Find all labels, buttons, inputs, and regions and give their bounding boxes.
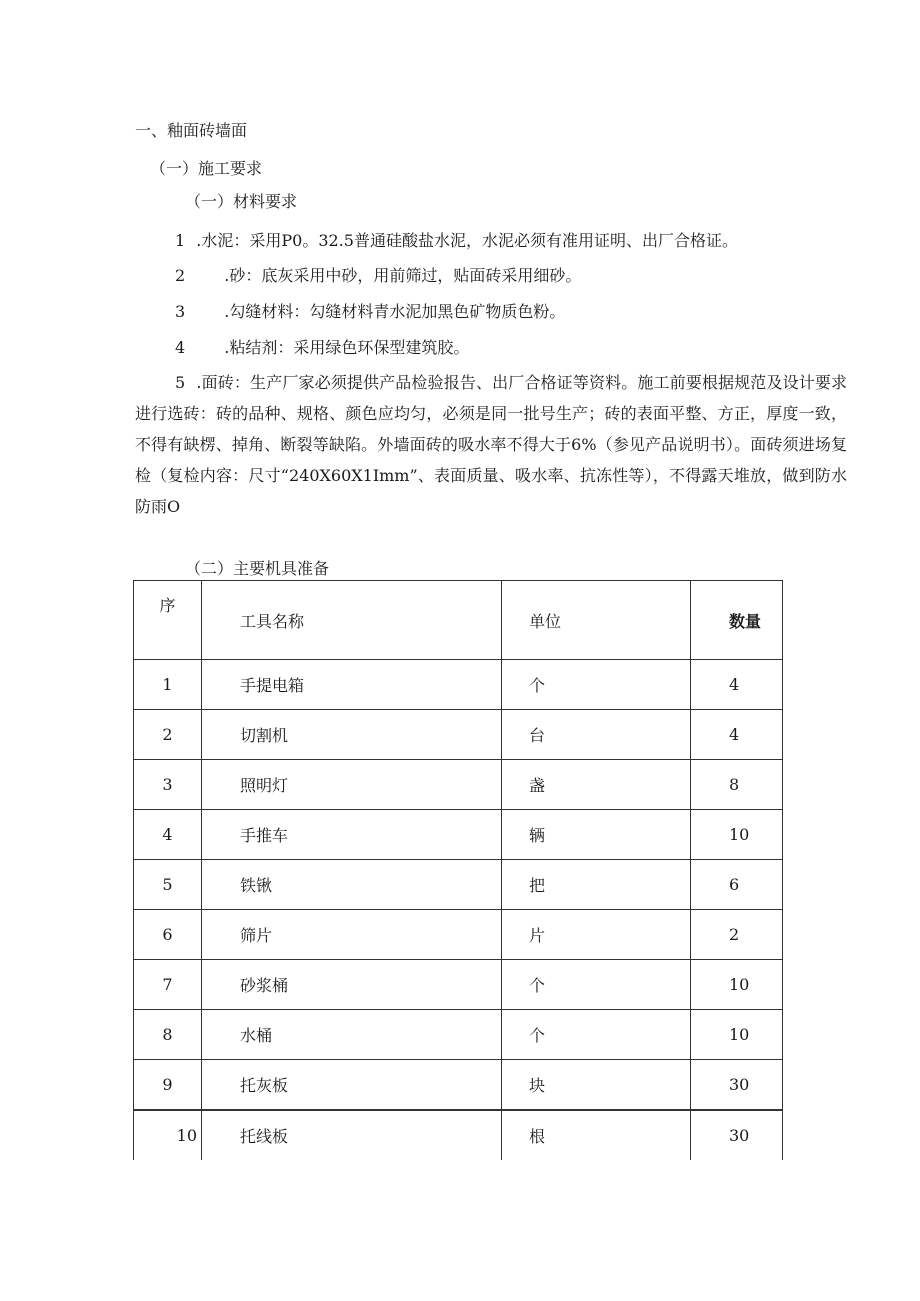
cell-qty: 6 xyxy=(691,860,783,910)
cell-name: 托线板 xyxy=(202,1110,502,1160)
table-row xyxy=(134,1110,783,1160)
material-item-number: 1 xyxy=(175,231,186,250)
material-item-number: 3 xyxy=(175,302,186,321)
tools-table xyxy=(133,580,783,1160)
cell-name: 手推车 xyxy=(202,810,502,860)
cell-qty: 10 xyxy=(691,960,783,1010)
section-heading: 一、釉面砖墙面 xyxy=(135,121,248,140)
header-num: 序 xyxy=(134,581,202,660)
material-item-3 xyxy=(175,302,565,322)
cell-num: 5 xyxy=(134,860,202,910)
cell-name: 切割机 xyxy=(202,710,502,760)
table-row xyxy=(134,760,783,810)
cell-qty: 4 xyxy=(691,710,783,760)
cell-num: 7 xyxy=(134,960,202,1010)
material-item-text: .勾缝材料：勾缝材料青水泥加黑色矿物质色粉。 xyxy=(224,302,566,321)
cell-qty: 30 xyxy=(691,1110,783,1160)
subsection-heading-tools: （二）主要机具准备 xyxy=(185,559,330,578)
table-row xyxy=(134,810,783,860)
material-item-number: 5 xyxy=(175,373,186,392)
cell-num: 1 xyxy=(134,660,202,710)
cell-name: 铁锹 xyxy=(202,860,502,910)
cell-num: 4 xyxy=(134,810,202,860)
cell-unit: 片 xyxy=(502,910,691,960)
subsection-heading-construction: （一）施工要求 xyxy=(150,159,263,178)
cell-unit: 辆 xyxy=(502,810,691,860)
cell-num: 6 xyxy=(134,910,202,960)
cell-unit: 个 xyxy=(502,1010,691,1060)
cell-unit: 个 xyxy=(502,960,691,1010)
material-item-5 xyxy=(135,367,847,522)
cell-name: 照明灯 xyxy=(202,760,502,810)
table-row xyxy=(134,710,783,760)
material-item-text: .粘结剂：采用绿色环保型建筑胶。 xyxy=(224,338,470,357)
cell-unit: 块 xyxy=(502,1060,691,1110)
cell-qty: 8 xyxy=(691,760,783,810)
material-item-1 xyxy=(175,231,738,251)
material-item-text: .砂：底灰采用中砂，用前筛过，贴面砖采用细砂。 xyxy=(224,266,582,285)
header-qty: 数量 xyxy=(691,581,783,660)
cell-name: 手提电箱 xyxy=(202,660,502,710)
material-item-number: 4 xyxy=(175,338,186,357)
cell-qty: 2 xyxy=(691,910,783,960)
table-row xyxy=(134,660,783,710)
cell-unit: 根 xyxy=(502,1110,691,1160)
cell-qty: 4 xyxy=(691,660,783,710)
material-item-text: .面砖：生产厂家必须提供产品检验报告、出厂合格证等资料。施工前要根据规范及设计要求进行选砖：砖的品种、规格、颜色应均匀，必须是同一批号生产；砖的表面平整、方正，厚度一致，不得有缺楞、掉角、断裂等缺陷。外墙面砖的吸水率不得大于6%（参见产品说明书）。面砖须进场复检（复检内容：尺寸“240X60X1Imm”、表面质量、吸水率、抗冻性等），不得露天堆放，做到防水防雨O xyxy=(135,373,847,516)
cell-qty: 30 xyxy=(691,1060,783,1110)
table-row xyxy=(134,1010,783,1060)
material-item-4 xyxy=(175,338,469,358)
table-header-row xyxy=(134,581,783,660)
cell-num: 10 xyxy=(134,1110,202,1160)
cell-name: 水桶 xyxy=(202,1010,502,1060)
cell-name: 砂浆桶 xyxy=(202,960,502,1010)
header-name: 工具名称 xyxy=(202,581,502,660)
table-row xyxy=(134,960,783,1010)
cell-qty: 10 xyxy=(691,810,783,860)
cell-name: 托灰板 xyxy=(202,1060,502,1110)
cell-num: 9 xyxy=(134,1060,202,1110)
cell-qty: 10 xyxy=(691,1010,783,1060)
table-row xyxy=(134,1060,783,1110)
material-item-2 xyxy=(175,266,581,286)
table-row xyxy=(134,910,783,960)
cell-unit: 台 xyxy=(502,710,691,760)
table-row xyxy=(134,860,783,910)
subsection-heading-materials: （一）材料要求 xyxy=(185,192,298,211)
cell-unit: 个 xyxy=(502,660,691,710)
cell-unit: 盏 xyxy=(502,760,691,810)
cell-num: 3 xyxy=(134,760,202,810)
cell-num: 2 xyxy=(134,710,202,760)
material-item-text: .水泥：采用P0。32.5普通硅酸盐水泥，水泥必须有准用证明、出厂合格证。 xyxy=(196,231,738,250)
cell-num: 8 xyxy=(134,1010,202,1060)
material-item-number: 2 xyxy=(175,266,186,285)
header-unit: 单位 xyxy=(502,581,691,660)
cell-unit: 把 xyxy=(502,860,691,910)
cell-name: 筛片 xyxy=(202,910,502,960)
